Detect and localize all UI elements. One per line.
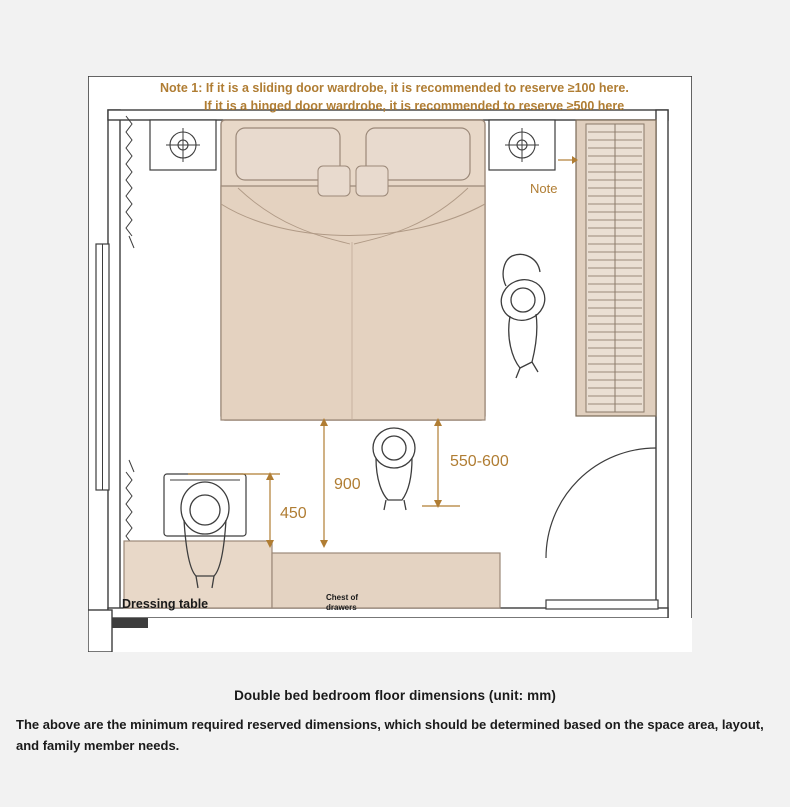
chest-of-drawers — [272, 553, 500, 608]
note-marker: Note — [530, 181, 558, 196]
dressing-stool — [164, 474, 246, 536]
nightstand-left — [150, 120, 216, 170]
figure-description: The above are the minimum required reserved dimensions, which should be determined based on the space area, layout, and family member needs. — [16, 717, 764, 754]
bed — [221, 120, 485, 420]
chest-of-drawers-label-line2: drawers — [326, 603, 357, 612]
nightstand-right — [489, 120, 555, 170]
note-line-1: Note 1: If it is a sliding door wardrobe, it is recommended to reserve ≥100 here. — [160, 81, 629, 95]
window-icon — [96, 244, 109, 490]
dimension-value-450: 450 — [280, 505, 307, 522]
floorplan — [88, 76, 692, 652]
chest-of-drawers-label-line1: Chest of — [326, 593, 358, 602]
note-line-2: If it is a hinged door wardrobe, it is recommended to reserve ≥500 here — [204, 99, 625, 113]
figure-caption: Double bed bedroom floor dimensions (unit: mm) — [234, 688, 556, 703]
wardrobe — [576, 120, 656, 416]
dimension-value-900: 900 — [334, 476, 361, 493]
dimension-value-550-600: 550-600 — [450, 453, 509, 470]
dressing-table-label: Dressing table — [122, 597, 209, 611]
